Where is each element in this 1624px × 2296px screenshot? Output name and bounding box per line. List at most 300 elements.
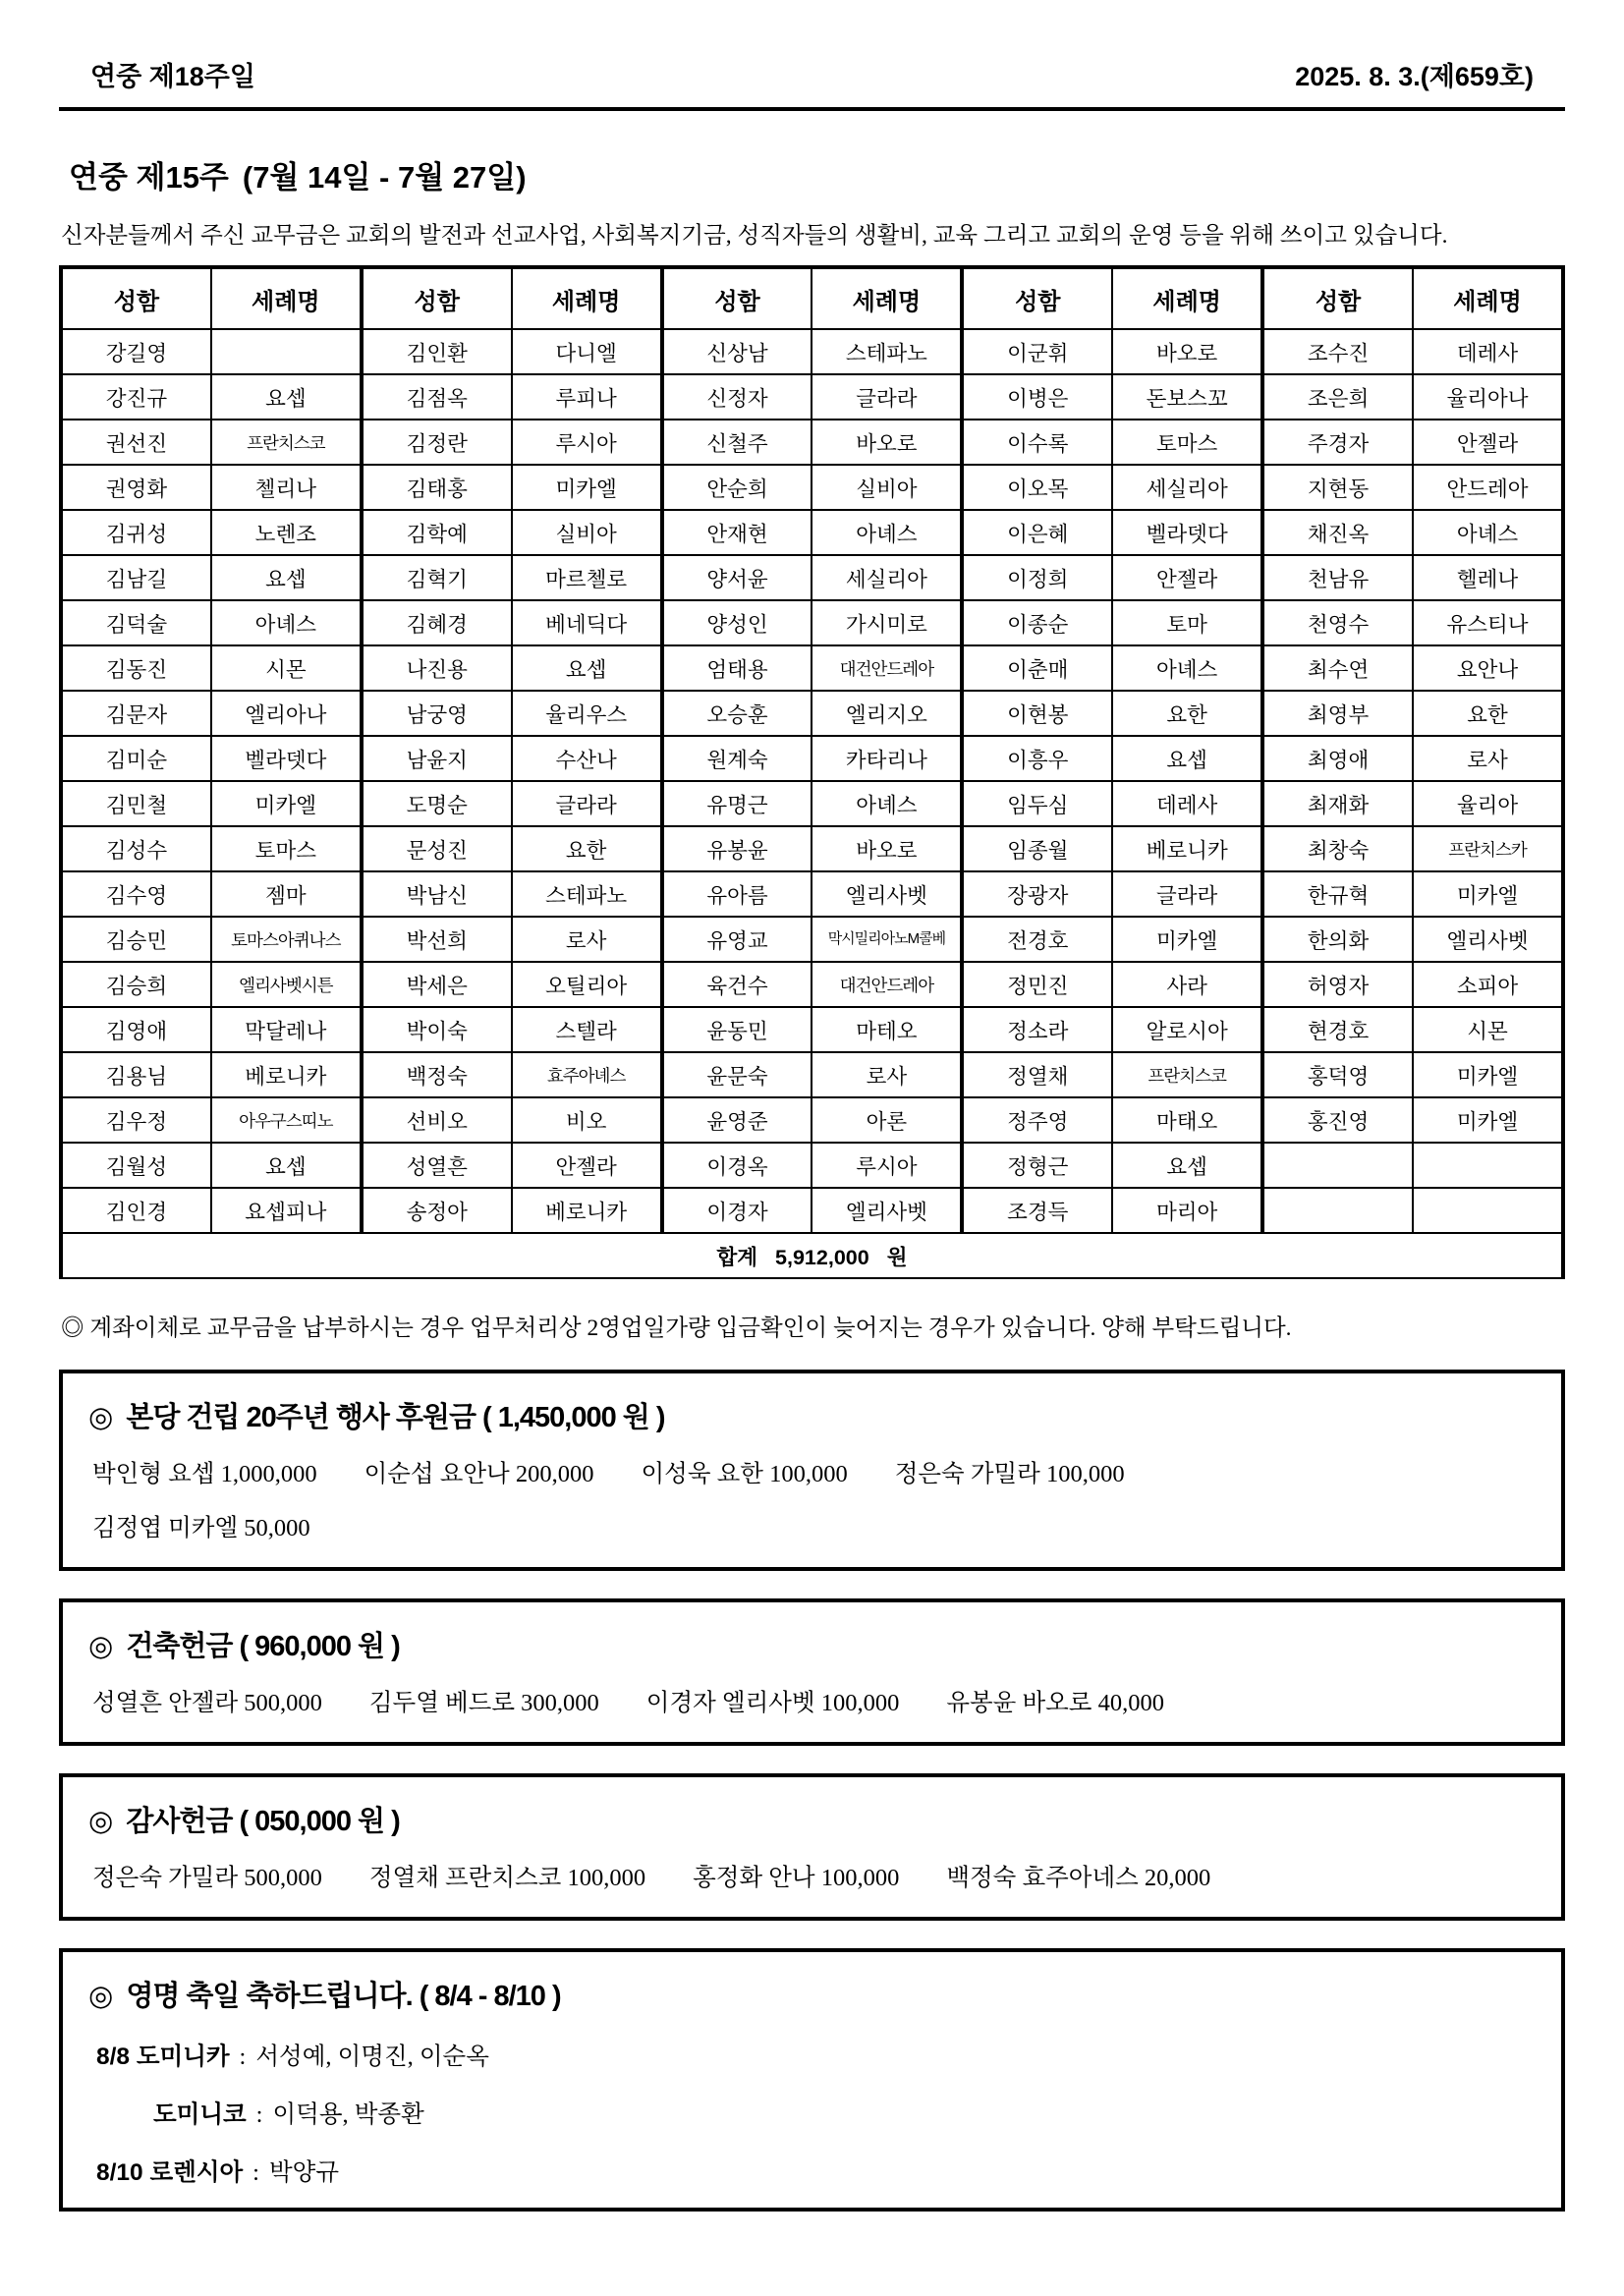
- name-cell: 홍덕영: [1262, 1052, 1413, 1097]
- name-cell: 임두심: [962, 781, 1112, 826]
- baptismal-name-cell: 세실리아: [1112, 465, 1262, 510]
- feast-entries: [86, 2038, 1538, 2188]
- baptismal-name-cell: 안젤라: [512, 1143, 662, 1188]
- baptismal-name-cell: 프란치스코: [211, 420, 362, 465]
- name-cell: 성열흔: [362, 1143, 512, 1188]
- name-cell: 김학예: [362, 510, 512, 555]
- baptismal-name-cell: 비오: [512, 1097, 662, 1143]
- box-title: [88, 1799, 1538, 1839]
- column-header: 성함: [61, 267, 211, 329]
- table-row: [61, 555, 1563, 600]
- baptismal-name-cell: 요한: [1413, 691, 1563, 736]
- name-cell: 이종순: [962, 600, 1112, 645]
- name-cell: 정소라: [962, 1007, 1112, 1052]
- baptismal-name-cell: 미카엘: [1413, 1052, 1563, 1097]
- donation-line: [92, 1509, 1538, 1543]
- baptismal-name-cell: 오틸리아: [512, 962, 662, 1007]
- baptismal-name-cell: 루시아: [512, 420, 662, 465]
- name-cell: 이경자: [662, 1188, 812, 1233]
- name-cell: 육건수: [662, 962, 812, 1007]
- table-row: [61, 645, 1563, 691]
- donation-entry: 이성욱 요한 100,000: [641, 1461, 848, 1487]
- baptismal-name-cell: 첼리나: [211, 465, 362, 510]
- baptismal-name-cell: 루시아: [812, 1143, 962, 1188]
- name-cell: 장광자: [962, 871, 1112, 917]
- baptismal-name-cell: 토마: [1112, 600, 1262, 645]
- column-header: 세례명: [812, 267, 962, 329]
- table-row: [61, 917, 1563, 962]
- name-cell: 정형근: [962, 1143, 1112, 1188]
- name-cell: 채진옥: [1262, 510, 1413, 555]
- baptismal-name-cell: 요셉: [1112, 1143, 1262, 1188]
- box-title-text: 감사헌금: [126, 1806, 233, 1837]
- baptismal-name-cell: 로사: [1413, 736, 1563, 781]
- baptismal-name-cell: 루피나: [512, 374, 662, 420]
- baptismal-name-cell: 엘리사벳시튼: [211, 962, 362, 1007]
- baptismal-name-cell: 엘리사벳: [812, 1188, 962, 1233]
- name-cell: 이경옥: [662, 1143, 812, 1188]
- masthead-left: 연중 제18주일: [90, 62, 255, 91]
- name-cell: 이춘매: [962, 645, 1112, 691]
- name-cell: 유봉윤: [662, 826, 812, 871]
- baptismal-name-cell: 스테파노: [812, 329, 962, 374]
- week-title: 연중 제15주: [69, 160, 229, 195]
- donation-entry: 백정숙 효주아네스 20,000: [946, 1865, 1211, 1891]
- name-cell: 한의화: [1262, 917, 1413, 962]
- baptismal-name-cell: 글라라: [812, 374, 962, 420]
- name-cell: 조경득: [962, 1188, 1112, 1233]
- name-cell: 정열채: [962, 1052, 1112, 1097]
- name-cell: 남궁영: [362, 691, 512, 736]
- box-amount: ( 960,000 원 ): [239, 1631, 400, 1662]
- feast-entry-label: 8/8 도미니카: [96, 2044, 230, 2070]
- box-title: [88, 1395, 1538, 1435]
- baptismal-name-cell: [211, 329, 362, 374]
- baptismal-name-cell: 베네딕다: [512, 600, 662, 645]
- feast-period: ( 8/4 - 8/10 ): [419, 1981, 561, 2012]
- name-cell: 이오목: [962, 465, 1112, 510]
- name-cell: 윤문숙: [662, 1052, 812, 1097]
- name-cell: 안순희: [662, 465, 812, 510]
- table-row: [61, 962, 1563, 1007]
- table-row: [61, 1188, 1563, 1233]
- baptismal-name-cell: 막시밀리아노M콜베: [812, 917, 962, 962]
- baptismal-name-cell: 실비아: [812, 465, 962, 510]
- baptismal-name-cell: 미카엘: [1413, 871, 1563, 917]
- name-cell: 나진용: [362, 645, 512, 691]
- name-cell: 박세은: [362, 962, 512, 1007]
- name-cell: 임종월: [962, 826, 1112, 871]
- name-cell: 김혜경: [362, 600, 512, 645]
- table-row: [61, 826, 1563, 871]
- baptismal-name-cell: 아녜스: [1413, 510, 1563, 555]
- baptismal-name-cell: 요셉: [211, 1143, 362, 1188]
- name-cell: 도명순: [362, 781, 512, 826]
- feast-separator: :: [255, 2101, 263, 2128]
- donation-entry: 이순섭 요안나 200,000: [364, 1461, 594, 1487]
- donation-line: [92, 1859, 1538, 1893]
- baptismal-name-cell: 미카엘: [211, 781, 362, 826]
- baptismal-name-cell: 미카엘: [512, 465, 662, 510]
- baptismal-name-cell: 프란치스카: [1413, 826, 1563, 871]
- name-cell: 남윤지: [362, 736, 512, 781]
- total-label: 합계: [716, 1245, 758, 1269]
- donation-entry: 김두열 베드로 300,000: [368, 1690, 599, 1716]
- donation-entry: 정은숙 가밀라 500,000: [92, 1865, 322, 1891]
- baptismal-name-cell: 가시미로: [812, 600, 962, 645]
- masthead-issue: 2025. 8. 3.(제659호): [1295, 62, 1534, 91]
- table-row: [61, 420, 1563, 465]
- name-cell: 엄태용: [662, 645, 812, 691]
- feast-separator: :: [252, 2159, 259, 2186]
- box-lines: [86, 1684, 1538, 1718]
- baptismal-name-cell: 아녜스: [1112, 645, 1262, 691]
- name-cell: 김문자: [61, 691, 211, 736]
- baptismal-name-cell: 요셉피나: [211, 1188, 362, 1233]
- baptismal-name-cell: 시몬: [211, 645, 362, 691]
- transfer-notice: ◎ 계좌이체로 교무금을 납부하시는 경우 업무처리상 2영업일가량 입금확인이 늦어지는 경우가 있습니다. 양해 부탁드립니다.: [61, 1316, 1292, 1341]
- name-cell: 양서윤: [662, 555, 812, 600]
- baptismal-name-cell: 아론: [812, 1097, 962, 1143]
- baptismal-name-cell: 요셉: [211, 555, 362, 600]
- name-cell: 송정아: [362, 1188, 512, 1233]
- baptismal-name-cell: 스테파노: [512, 871, 662, 917]
- name-cell: 김우정: [61, 1097, 211, 1143]
- name-cell: 박선희: [362, 917, 512, 962]
- baptismal-name-cell: 베로니카: [1112, 826, 1262, 871]
- baptismal-name-cell: 안젤라: [1413, 420, 1563, 465]
- donation-entry: 정열채 프란치스코 100,000: [368, 1865, 646, 1891]
- baptismal-name-cell: 로사: [812, 1052, 962, 1097]
- baptismal-name-cell: 아녜스: [812, 510, 962, 555]
- name-cell: 김승민: [61, 917, 211, 962]
- box-lines: [86, 1455, 1538, 1543]
- baptismal-name-cell: 프란치스코: [1112, 1052, 1262, 1097]
- feast-entry-label: 도미니코: [153, 2101, 247, 2128]
- baptismal-name-cell: 벨라뎃다: [1112, 510, 1262, 555]
- table-row: [61, 600, 1563, 645]
- table-row: [61, 781, 1563, 826]
- baptismal-name-cell: 벨라뎃다: [211, 736, 362, 781]
- name-cell: 현경호: [1262, 1007, 1413, 1052]
- baptismal-name-cell: 율리아나: [1413, 374, 1563, 420]
- name-cell: 김혁기: [362, 555, 512, 600]
- table-row: [61, 1007, 1563, 1052]
- name-cell: 최영부: [1262, 691, 1413, 736]
- baptismal-name-cell: 바오로: [812, 826, 962, 871]
- baptismal-name-cell: 글라라: [512, 781, 662, 826]
- name-cell: 안재현: [662, 510, 812, 555]
- baptismal-name-cell: 헬레나: [1413, 555, 1563, 600]
- baptismal-name-cell: 엘리사벳: [812, 871, 962, 917]
- offering-table-body: [61, 329, 1563, 1233]
- donation-line: [92, 1455, 1538, 1489]
- donation-box-building: [59, 1598, 1565, 1746]
- offering-table: [59, 265, 1565, 1279]
- name-cell: 허영자: [1262, 962, 1413, 1007]
- column-header: 세례명: [1413, 267, 1563, 329]
- baptismal-name-cell: 토마스: [1112, 420, 1262, 465]
- baptismal-name-cell: 노렌조: [211, 510, 362, 555]
- name-cell: 김인환: [362, 329, 512, 374]
- name-cell: [1262, 1188, 1413, 1233]
- name-cell: 이흥우: [962, 736, 1112, 781]
- column-header: 세례명: [1112, 267, 1262, 329]
- baptismal-name-cell: 마테오: [812, 1007, 962, 1052]
- baptismal-name-cell: 로사: [512, 917, 662, 962]
- name-cell: 유명근: [662, 781, 812, 826]
- name-cell: 김용님: [61, 1052, 211, 1097]
- donation-box-anniversary: [59, 1370, 1565, 1571]
- week-period: (7월 14일 - 7월 27일): [242, 160, 527, 195]
- total-cell: [61, 1233, 1563, 1278]
- donation-entry: 박인형 요셉 1,000,000: [92, 1461, 317, 1487]
- baptismal-name-cell: 엘리아나: [211, 691, 362, 736]
- baptismal-name-cell: 사라: [1112, 962, 1262, 1007]
- name-cell: 오승훈: [662, 691, 812, 736]
- name-cell: 권선진: [61, 420, 211, 465]
- baptismal-name-cell: 막달레나: [211, 1007, 362, 1052]
- name-cell: 최재화: [1262, 781, 1413, 826]
- baptismal-name-cell: 돈보스꼬: [1112, 374, 1262, 420]
- table-row: [61, 374, 1563, 420]
- name-cell: 신상남: [662, 329, 812, 374]
- baptismal-name-cell: 미카엘: [1112, 917, 1262, 962]
- name-cell: 김귀성: [61, 510, 211, 555]
- table-row: [61, 510, 1563, 555]
- baptismal-name-cell: 유스티나: [1413, 600, 1563, 645]
- name-cell: 최영애: [1262, 736, 1413, 781]
- box-title: [88, 1974, 1538, 2014]
- baptismal-name-cell: 글라라: [1112, 871, 1262, 917]
- name-cell: 주경자: [1262, 420, 1413, 465]
- name-cell: 홍진영: [1262, 1097, 1413, 1143]
- name-cell: 양성인: [662, 600, 812, 645]
- name-cell: 천남유: [1262, 555, 1413, 600]
- column-header: 성함: [362, 267, 512, 329]
- name-cell: 문성진: [362, 826, 512, 871]
- intro-text: 신자분들께서 주신 교무금은 교회의 발전과 선교사업, 사회복지기금, 성직자들의 생활비, 교육 그리고 교회의 운영 등을 위해 쓰이고 있습니다.: [61, 223, 1448, 249]
- baptismal-name-cell: 다니엘: [512, 329, 662, 374]
- feast-entry: [96, 2154, 1538, 2188]
- name-cell: [1262, 1143, 1413, 1188]
- name-cell: 윤영준: [662, 1097, 812, 1143]
- name-cell: 김인경: [61, 1188, 211, 1233]
- header-rule: [59, 107, 1565, 111]
- baptismal-name-cell: 베로니카: [512, 1188, 662, 1233]
- name-cell: 정민진: [962, 962, 1112, 1007]
- baptismal-name-cell: 알로시아: [1112, 1007, 1262, 1052]
- name-cell: 천영수: [1262, 600, 1413, 645]
- masthead: [59, 41, 1565, 103]
- baptismal-name-cell: 세실리아: [812, 555, 962, 600]
- box-lines: [86, 1859, 1538, 1893]
- name-cell: 선비오: [362, 1097, 512, 1143]
- box-title: [88, 1624, 1538, 1664]
- baptismal-name-cell: 데레사: [1413, 329, 1563, 374]
- baptismal-name-cell: 카타리나: [812, 736, 962, 781]
- baptismal-name-cell: 마르첼로: [512, 555, 662, 600]
- baptismal-name-cell: 젬마: [211, 871, 362, 917]
- section-marker-icon: ◎: [88, 1631, 113, 1662]
- name-cell: 지현동: [1262, 465, 1413, 510]
- name-cell: 강길영: [61, 329, 211, 374]
- name-cell: 최수연: [1262, 645, 1413, 691]
- baptismal-name-cell: 토마스아퀴나스: [211, 917, 362, 962]
- donation-entry: 성열흔 안젤라 500,000: [92, 1690, 322, 1716]
- feast-entry: [96, 2038, 1538, 2072]
- name-cell: 신철주: [662, 420, 812, 465]
- baptismal-name-cell: 토마스: [211, 826, 362, 871]
- baptismal-name-cell: 마리아: [1112, 1188, 1262, 1233]
- baptismal-name-cell: 베로니카: [211, 1052, 362, 1097]
- name-cell: 이병은: [962, 374, 1112, 420]
- name-cell: 백정숙: [362, 1052, 512, 1097]
- donation-box-thanksgiving: [59, 1773, 1565, 1921]
- name-cell: 김수영: [61, 871, 211, 917]
- table-header-row: [61, 267, 1563, 329]
- baptismal-name-cell: 엘리사벳: [1413, 917, 1563, 962]
- feast-title-text: 영명 축일 축하드립니다.: [126, 1981, 413, 2012]
- name-cell: 신정자: [662, 374, 812, 420]
- feast-entry-label: 8/10 로렌시아: [96, 2159, 244, 2186]
- name-cell: 전경호: [962, 917, 1112, 962]
- baptismal-name-cell: 안젤라: [1112, 555, 1262, 600]
- feast-separator: :: [239, 2044, 247, 2070]
- column-header: 성함: [962, 267, 1112, 329]
- name-cell: 조수진: [1262, 329, 1413, 374]
- name-cell: 김덕술: [61, 600, 211, 645]
- table-row: [61, 1052, 1563, 1097]
- total-unit: 원: [886, 1245, 908, 1269]
- name-cell: 박이숙: [362, 1007, 512, 1052]
- total-amount: 5,912,000: [775, 1245, 869, 1269]
- feast-entry-names: 박양규: [268, 2159, 339, 2186]
- feast-entry-names: 이덕용, 박종환: [272, 2101, 424, 2128]
- name-cell: 이군휘: [962, 329, 1112, 374]
- baptismal-name-cell: 안드레아: [1413, 465, 1563, 510]
- baptismal-name-cell: 요셉: [512, 645, 662, 691]
- table-row: [61, 691, 1563, 736]
- baptismal-name-cell: 스텔라: [512, 1007, 662, 1052]
- name-cell: 한규혁: [1262, 871, 1413, 917]
- baptismal-name-cell: [1413, 1143, 1563, 1188]
- box-amount: ( 1,450,000 원 ): [482, 1402, 665, 1433]
- box-amount: ( 050,000 원 ): [239, 1806, 400, 1837]
- name-cell: 이정희: [962, 555, 1112, 600]
- baptismal-name-cell: 실비아: [512, 510, 662, 555]
- name-cell: 이수록: [962, 420, 1112, 465]
- donation-entry: 정은숙 가밀라 100,000: [894, 1461, 1125, 1487]
- table-row: [61, 1143, 1563, 1188]
- baptismal-name-cell: [1413, 1188, 1563, 1233]
- baptismal-name-cell: 요한: [1112, 691, 1262, 736]
- name-cell: 유아름: [662, 871, 812, 917]
- table-row: [61, 1097, 1563, 1143]
- baptismal-name-cell: 수산나: [512, 736, 662, 781]
- name-cell: 김영애: [61, 1007, 211, 1052]
- column-header: 세례명: [211, 267, 362, 329]
- feast-day-box: [59, 1948, 1565, 2212]
- baptismal-name-cell: 엘리지오: [812, 691, 962, 736]
- section-marker-icon: ◎: [88, 1981, 113, 2012]
- name-cell: 김태홍: [362, 465, 512, 510]
- baptismal-name-cell: 대건안드레아: [812, 645, 962, 691]
- box-title-text: 건축헌금: [126, 1631, 233, 1662]
- name-cell: 김승희: [61, 962, 211, 1007]
- baptismal-name-cell: 율리아: [1413, 781, 1563, 826]
- donation-line: [92, 1684, 1538, 1718]
- baptismal-name-cell: 율리우스: [512, 691, 662, 736]
- baptismal-name-cell: 아녜스: [812, 781, 962, 826]
- donation-entry: 김정엽 미카엘 50,000: [92, 1515, 310, 1541]
- name-cell: 김월성: [61, 1143, 211, 1188]
- name-cell: 이은혜: [962, 510, 1112, 555]
- column-header: 성함: [662, 267, 812, 329]
- name-cell: 권영화: [61, 465, 211, 510]
- column-header: 성함: [1262, 267, 1413, 329]
- name-cell: 김성수: [61, 826, 211, 871]
- baptismal-name-cell: 아녜스: [211, 600, 362, 645]
- baptismal-name-cell: 마태오: [1112, 1097, 1262, 1143]
- donation-entry: 이경자 엘리사벳 100,000: [645, 1690, 900, 1716]
- baptismal-name-cell: 요셉: [1112, 736, 1262, 781]
- name-cell: 김민철: [61, 781, 211, 826]
- name-cell: 김미순: [61, 736, 211, 781]
- baptismal-name-cell: 요한: [512, 826, 662, 871]
- feast-entry: [96, 2096, 1538, 2130]
- baptismal-name-cell: 효주아녜스: [512, 1052, 662, 1097]
- table-row: [61, 736, 1563, 781]
- baptismal-name-cell: 아우구스띠노: [211, 1097, 362, 1143]
- baptismal-name-cell: 요셉: [211, 374, 362, 420]
- section-marker-icon: ◎: [88, 1402, 113, 1433]
- name-cell: 최창숙: [1262, 826, 1413, 871]
- table-row: [61, 465, 1563, 510]
- name-cell: 조은희: [1262, 374, 1413, 420]
- name-cell: 유영교: [662, 917, 812, 962]
- table-row: [61, 871, 1563, 917]
- name-cell: 정주영: [962, 1097, 1112, 1143]
- baptismal-name-cell: 소피아: [1413, 962, 1563, 1007]
- name-cell: 김점옥: [362, 374, 512, 420]
- baptismal-name-cell: 데레사: [1112, 781, 1262, 826]
- baptismal-name-cell: 미카엘: [1413, 1097, 1563, 1143]
- baptismal-name-cell: 바오로: [1112, 329, 1262, 374]
- name-cell: 김동진: [61, 645, 211, 691]
- baptismal-name-cell: 바오로: [812, 420, 962, 465]
- section-marker-icon: ◎: [88, 1806, 113, 1837]
- baptismal-name-cell: 시몬: [1413, 1007, 1563, 1052]
- page-title: [69, 152, 1565, 196]
- donation-entry: 유봉윤 바오로 40,000: [946, 1690, 1164, 1716]
- name-cell: 김남길: [61, 555, 211, 600]
- donation-entry: 홍정화 안나 100,000: [693, 1865, 900, 1891]
- feast-entry-names: 서성예, 이명진, 이순옥: [255, 2044, 489, 2070]
- name-cell: 윤동민: [662, 1007, 812, 1052]
- name-cell: 김정란: [362, 420, 512, 465]
- column-header: 세례명: [512, 267, 662, 329]
- name-cell: 이현봉: [962, 691, 1112, 736]
- box-title-text: 본당 건립 20주년 행사 후원금: [126, 1402, 476, 1433]
- name-cell: 원계숙: [662, 736, 812, 781]
- baptismal-name-cell: 요안나: [1413, 645, 1563, 691]
- table-row: [61, 329, 1563, 374]
- baptismal-name-cell: 대건안드레아: [812, 962, 962, 1007]
- total-row: [61, 1233, 1563, 1278]
- name-cell: 강진규: [61, 374, 211, 420]
- name-cell: 박남신: [362, 871, 512, 917]
